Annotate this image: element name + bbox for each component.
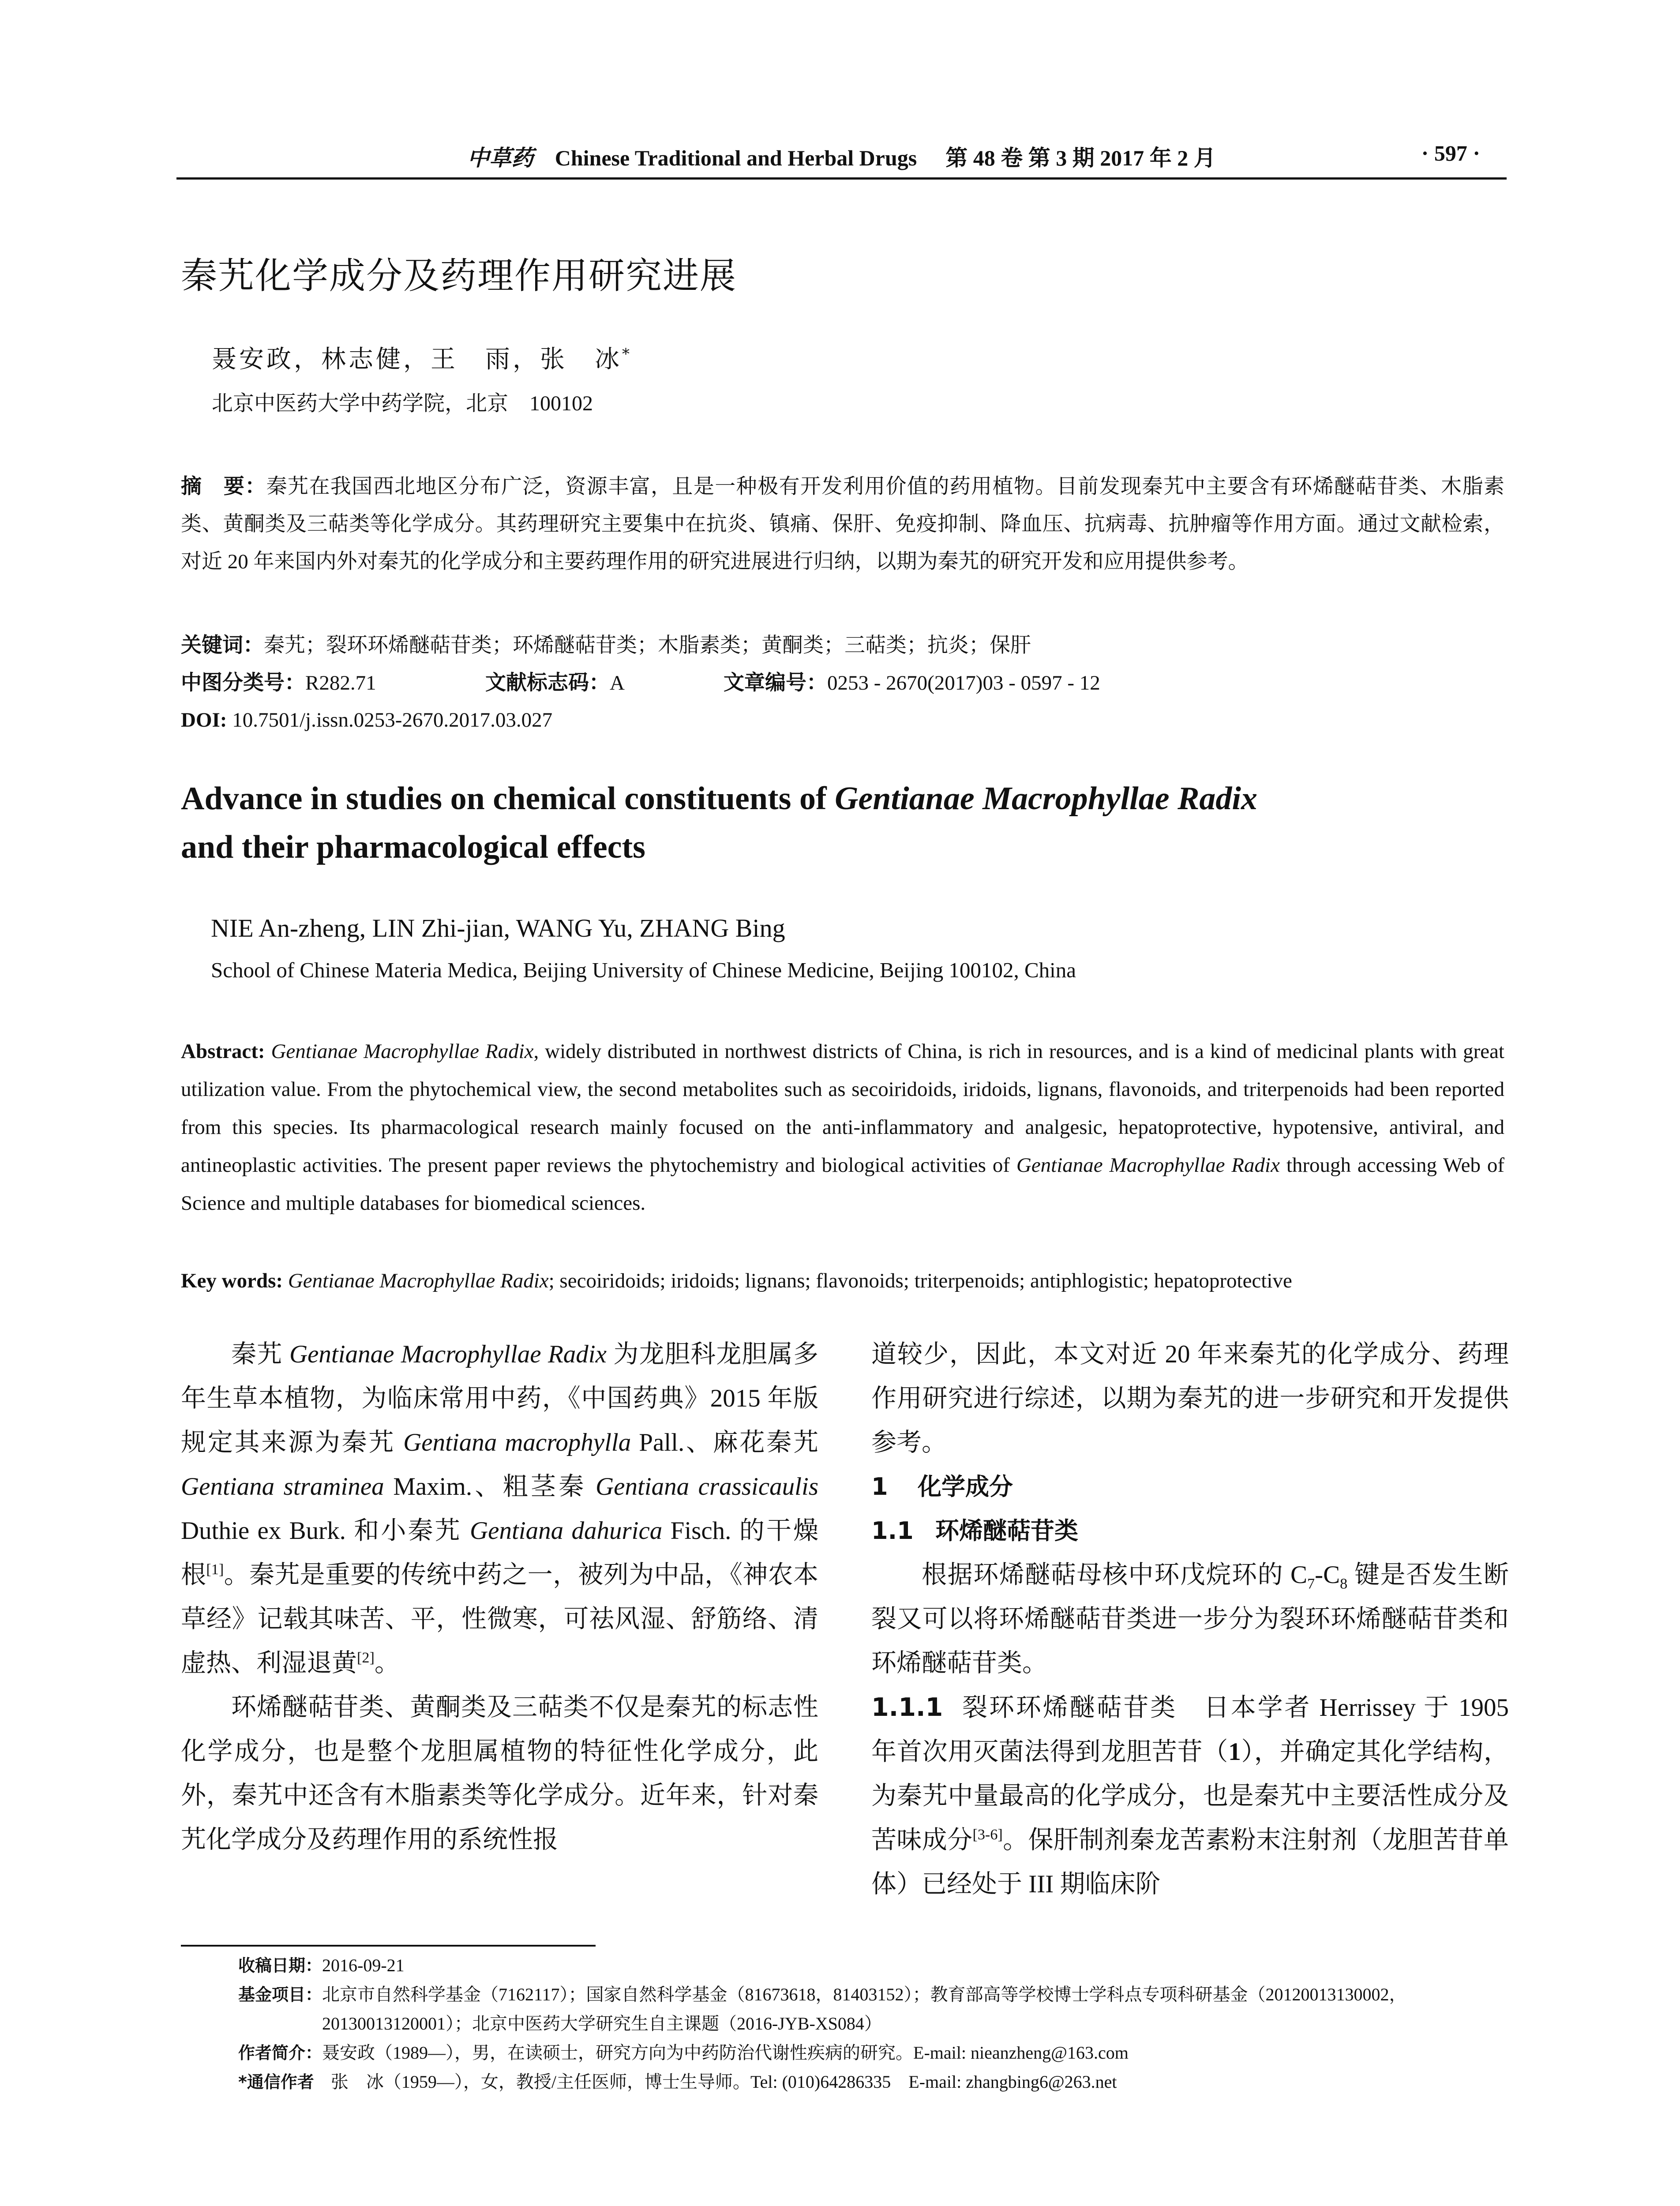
header-rule <box>176 177 1507 180</box>
body-column-right <box>871 1332 1509 1906</box>
doi-line <box>181 702 552 739</box>
p5-text: 日本学者 Herrissey 于 1905 年首次用灭菌法得到龙胆苦苷（ <box>871 1694 1509 1766</box>
section-number: 1 <box>871 1473 888 1501</box>
citation-ref[interactable]: [1] <box>206 1561 224 1578</box>
footnote-received <box>238 1951 1504 1980</box>
doi-label: DOI: <box>181 709 227 732</box>
p1-text: Fisch. 的干燥根 <box>181 1517 818 1589</box>
en-authors: NIE An-zheng, LIN Zhi-jian, WANG Yu, ZHANG Bing <box>211 914 785 942</box>
en-title-part-a: Advance in studies on chemical constituents of <box>181 780 835 817</box>
p1-text: Maxim.、粗茎秦 <box>384 1473 596 1501</box>
body-paragraph-1 <box>181 1332 818 1685</box>
footnote-text: 北京市自然科学基金（7162117）；国家自然科学基金（81673618，81403152）；教育部高等学校博士学科点专项科研基金（20120013130002，20130013120001）；北京中医药大学研究生自主课题（2016-JYB-XS084） <box>322 1985 1407 2033</box>
zh-keywords-text: 秦艽；裂环环烯醚萜苷类；环烯醚萜苷类；木脂素类；黄酮类；三萜类；抗炎；保肝 <box>264 634 1031 657</box>
subsection-title: 裂环环烯醚萜苷类 <box>960 1693 1178 1722</box>
footnote-label: *通信作者 <box>238 2072 331 2092</box>
en-abstract-text-2: through accessing Web of Science and multiple databases for biomedical sciences. <box>181 1154 1504 1215</box>
en-abstract-species-2: Gentianae Macrophyllae Radix <box>1016 1154 1280 1177</box>
footnote-author-bio <box>238 2038 1504 2067</box>
section-heading-1-1 <box>871 1509 1509 1553</box>
zh-classification <box>181 664 1504 702</box>
p1-species: Gentianae Macrophyllae Radix <box>289 1340 607 1368</box>
zh-keywords <box>181 627 1504 664</box>
page-number: · 597 · <box>1421 141 1480 165</box>
footnote-label: 作者简介： <box>238 2043 322 2063</box>
en-keywords <box>181 1262 1504 1300</box>
article-number-label: 文章编号： <box>724 671 827 695</box>
p4-text: 键是否发生断裂又可以将环烯醚萜苷类进一步分为裂环环烯醚萜苷类和环烯醚萜苷类。 <box>871 1561 1509 1677</box>
footnote-text: 张 冰（1959—），女，教授/主任医师，博士生导师。Tel: (010)64286335 E-mail: zhangbing6@263.net <box>330 2072 1117 2092</box>
section-number: 1.1 <box>871 1517 914 1545</box>
citation-ref[interactable]: [2] <box>357 1650 375 1666</box>
en-title-species: Gentianae Macrophyllae Radix <box>835 780 1257 817</box>
clc-value: R282.71 <box>305 672 376 694</box>
footnote-rule <box>181 1945 596 1947</box>
footnote-funding <box>238 1980 1504 2038</box>
article-number-value: 0253 - 2670(2017)03 - 0597 - 12 <box>827 672 1100 694</box>
zh-abstract-text: 秦艽在我国西北地区分布广泛，资源丰富，且是一种极有开发利用价值的药用植物。目前发现秦艽中主要含有环烯醚萜苷类、木脂素类、黄酮类及三萜类等化学成分。其药理研究主要集中在抗炎、镇痛、保肝、免疫抑制、降血压、抗病毒、抗肿瘤等作用方面。通过文献检索，对近 20 年来国内外对秦艽的化学成分和主要药理作用的研究进展进行归纳，以期为秦艽的研究开发和应用提供参考。 <box>181 475 1504 573</box>
p4-text: -C <box>1315 1561 1340 1589</box>
doc-code-label: 文献标志码： <box>485 671 610 695</box>
p1-text: 。秦艽是重要的传统中药之一，被列为中品，《神农本草经》记载其味苦、平，性微寒，可祛风湿、舒筋络、清虚热、利湿退黄 <box>181 1561 819 1677</box>
en-title <box>181 774 1504 871</box>
body-paragraph-2: 环烯醚萜苷类、黄酮类及三萜类不仅是秦艽的标志性化学成分，也是整个龙胆属植物的特征性化学成分，此外，秦艽中还含有木脂素类等化学成分。近年来，针对秦艽化学成分及药理作用的系统性报 <box>181 1693 818 1853</box>
subsection-number: 1.1.1 <box>871 1693 943 1722</box>
compound-number: 1 <box>1228 1738 1241 1766</box>
section-title: 环烯醚萜苷类 <box>935 1517 1078 1545</box>
section-title: 化学成分 <box>918 1473 1013 1501</box>
footnote-corresponding <box>238 2067 1504 2097</box>
footnote-text: 聂安政（1989—），男，在读硕士，研究方向为中药防治代谢性疾病的研究。E-mail: nieanzheng@163.com <box>322 2043 1129 2063</box>
p4-text: 根据环烯醚萜母核中环戊烷环的 C <box>922 1561 1308 1589</box>
p1-species: Gentiana straminea <box>181 1473 384 1501</box>
footnote-label: 收稿日期： <box>238 1956 322 1975</box>
section-heading-1 <box>871 1465 1509 1509</box>
body-paragraph-3: 道较少，因此，本文对近 20 年来秦艽的化学成分、药理作用研究进行综述，以期为秦艽的进一步研究和开发提供参考。 <box>871 1340 1509 1456</box>
en-affiliation: School of Chinese Materia Medica, Beijing University of Chinese Medicine, Beijing 100102, China <box>211 958 1076 982</box>
body-paragraph-4 <box>871 1553 1509 1685</box>
zh-title: 秦艽化学成分及药理作用研究进展 <box>181 255 737 297</box>
doi-value[interactable]: 10.7501/j.issn.0253-2670.2017.03.027 <box>232 709 553 732</box>
p5-text: 。保肝制剂秦龙苦素粉末注射剂（龙胆苦苷单体）已经处于 III 期临床阶 <box>871 1826 1509 1898</box>
zh-abstract-label: 摘 要： <box>181 474 266 499</box>
zh-authors <box>212 340 632 375</box>
en-abstract-species: Gentianae Macrophyllae Radix <box>271 1040 534 1063</box>
en-abstract <box>181 1032 1504 1222</box>
body-column-left <box>181 1332 818 1862</box>
p1-text: 。 <box>374 1649 400 1677</box>
zh-author-names: 聂安政，林志健，王 雨，张 冰 <box>212 345 622 374</box>
citation-ref[interactable]: [3-6] <box>972 1827 1003 1843</box>
journal-line <box>176 140 1507 172</box>
zh-abstract <box>181 468 1504 581</box>
en-keywords-text: ; secoiridoids; iridoids; lignans; flavonoids; triterpenoids; antiphlogistic; hepatoprotective <box>548 1269 1292 1292</box>
zh-affiliation: 北京中医药大学中药学院，北京 100102 <box>212 392 593 415</box>
journal-cn-logo: 中草药 <box>467 146 534 170</box>
clc-label: 中图分类号： <box>181 671 305 695</box>
en-keywords-species: Gentianae Macrophyllae Radix <box>288 1269 549 1292</box>
footnote-text: 2016-09-21 <box>322 1955 405 1975</box>
p1-text: Duthie ex Burk. 和小秦艽 <box>181 1517 470 1545</box>
p1-species: Gentiana dahurica <box>470 1517 663 1545</box>
subscript: 8 <box>1340 1576 1348 1592</box>
p5-text: ），并确定其化学结构，为秦艽中量最高的化学成分，也是秦艽中主要活性成分及苦味成分 <box>871 1738 1509 1854</box>
p1-text: Pall.、麻花秦艽 <box>631 1429 819 1456</box>
p1-species: Gentiana macrophylla <box>403 1429 631 1456</box>
en-keywords-label: Key words: <box>181 1269 283 1292</box>
subscript: 7 <box>1307 1576 1315 1592</box>
running-header <box>176 140 1507 176</box>
en-abstract-label: Abstract: <box>181 1040 265 1063</box>
footnotes <box>238 1951 1504 2097</box>
p1-species: Gentiana crassicaulis <box>596 1473 818 1501</box>
issue-info: 第 48 卷 第 3 期 2017 年 2 月 <box>945 146 1216 170</box>
en-title-part-c: and their pharmacological effects <box>181 829 645 865</box>
journal-en-name: Chinese Traditional and Herbal Drugs <box>555 146 917 170</box>
p1-text: 秦艽 <box>231 1340 289 1368</box>
doc-code-value: A <box>610 672 625 694</box>
zh-keywords-label: 关键词： <box>181 633 264 657</box>
p1-text: 为龙胆科龙胆属多年生草本植物，为临床常用中药，《中国药典》2015 年版规定其来源为秦艽 <box>181 1340 819 1456</box>
body-paragraph-5 <box>871 1685 1509 1906</box>
corresponding-mark: * <box>622 345 632 363</box>
footnote-label: 基金项目： <box>238 1985 322 2004</box>
en-abstract-text-1: , widely distributed in northwest districts of China, is rich in resources, and is a kind of medicinal plants with great utilization value. From the phytochemical view, the second metabolites such as secoiridoids, iridoids, lignans, flavonoids, and triterpenoids had been reported from this species. Its pharmacological research mainly focused on the anti-inflammatory and analgesic, hepatoprotective, hypotensive, antiviral, and antineoplastic activities. The present paper reviews the phytochemistry and biological activities of <box>181 1040 1504 1177</box>
